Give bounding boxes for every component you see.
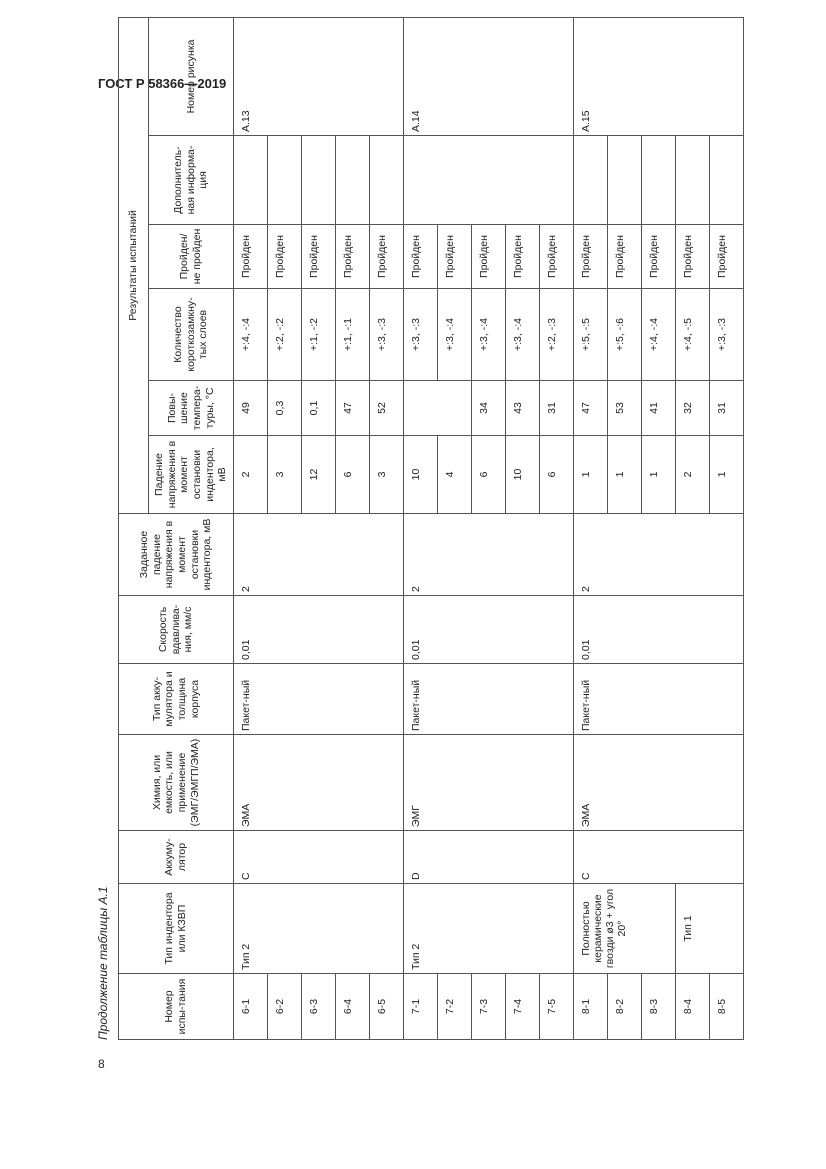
cell-passed: Пройден: [404, 225, 438, 289]
cell-short-layers: +:4, -:4: [642, 289, 676, 381]
cell-temperature-rise: 53: [608, 381, 642, 436]
cell-battery: C: [574, 831, 744, 884]
cell-test-number: 7-1: [404, 974, 438, 1040]
cell-test-number: 7-3: [472, 974, 506, 1040]
col-header-set-voltage-drop: Заданное падение напряжения в момент остановки индентора, мВ: [119, 514, 234, 596]
cell-test-number: 8-3: [642, 974, 676, 1040]
table-row: [574, 17, 608, 1039]
cell-chemistry: ЭМА: [234, 735, 404, 831]
cell-test-number: 6-3: [302, 974, 336, 1040]
col-header-temperature-rise: Повы-шение темпера-туры, °С: [149, 381, 234, 436]
col-header-voltage-drop: Падение напряжения в момент остановки индентора, мВ: [149, 436, 234, 514]
cell-battery-type: Пакет-ный: [574, 664, 744, 735]
table-caption: Продолжение таблицы А.1: [96, 886, 110, 1040]
cell-temperature-rise: 49: [234, 381, 268, 436]
cell-additional-info: [370, 136, 404, 225]
cell-short-layers: +:2, -:2: [268, 289, 302, 381]
cell-voltage-drop: 10: [506, 436, 540, 514]
cell-test-number: 6-1: [234, 974, 268, 1040]
cell-temperature-rise: 52: [370, 381, 404, 436]
col-header-chemistry: Химия, или емкость, или применение (ЭМГ/ЭМГП/ЭМА): [119, 735, 234, 831]
cell-temperature-rise: [404, 381, 472, 436]
col-header-speed: Скорость вдавлива-ния, мм/с: [119, 596, 234, 664]
cell-short-layers: +:3, -:4: [438, 289, 472, 381]
cell-additional-info: [642, 136, 676, 225]
col-header-additional-info: Дополнитель-ная информа-ция: [149, 136, 234, 225]
cell-test-number: 6-4: [336, 974, 370, 1040]
cell-temperature-rise: 32: [676, 381, 710, 436]
cell-voltage-drop: 2: [234, 436, 268, 514]
table-row: [234, 17, 268, 1039]
cell-temperature-rise: 0,3: [268, 381, 302, 436]
cell-speed: 0,01: [234, 596, 404, 664]
cell-additional-info: [302, 136, 336, 225]
cell-speed: 0,01: [574, 596, 744, 664]
results-table: [118, 17, 744, 1040]
cell-test-number: 8-1: [574, 974, 608, 1040]
cell-passed: Пройден: [472, 225, 506, 289]
col-header-short-layers: Количество короткозамкну-тых слоев: [149, 289, 234, 381]
cell-passed: Пройден: [710, 225, 744, 289]
cell-indentor: Тип 2: [404, 884, 574, 974]
cell-temperature-rise: 31: [540, 381, 574, 436]
cell-passed: Пройден: [642, 225, 676, 289]
cell-passed: Пройден: [370, 225, 404, 289]
cell-voltage-drop: 1: [642, 436, 676, 514]
cell-test-number: 6-5: [370, 974, 404, 1040]
col-header-test-results: Результаты испытаний: [119, 17, 149, 513]
cell-set-voltage-drop: 2: [574, 514, 744, 596]
cell-test-number: 8-5: [710, 974, 744, 1040]
cell-test-number: 8-2: [608, 974, 642, 1040]
page-number: 8: [98, 1057, 105, 1071]
table-row: [404, 17, 438, 1039]
cell-battery: C: [234, 831, 404, 884]
cell-set-voltage-drop: 2: [234, 514, 404, 596]
cell-voltage-drop: 1: [710, 436, 744, 514]
cell-voltage-drop: 6: [472, 436, 506, 514]
cell-test-number: 7-5: [540, 974, 574, 1040]
cell-passed: Пройден: [268, 225, 302, 289]
cell-temperature-rise: 41: [642, 381, 676, 436]
cell-battery-type: Пакет-ный: [234, 664, 404, 735]
cell-short-layers: +:4, -:5: [676, 289, 710, 381]
cell-passed: Пройден: [506, 225, 540, 289]
cell-voltage-drop: 1: [574, 436, 608, 514]
cell-short-layers: +:1, -:1: [336, 289, 370, 381]
cell-battery: D: [404, 831, 574, 884]
cell-short-layers: +:5, -:5: [574, 289, 608, 381]
cell-additional-info: [336, 136, 370, 225]
col-header-passed: Пройден/ не пройден: [149, 225, 234, 289]
cell-temperature-rise: 0,1: [302, 381, 336, 436]
cell-speed: 0,01: [404, 596, 574, 664]
cell-short-layers: +:3, -:4: [506, 289, 540, 381]
cell-additional-info: [268, 136, 302, 225]
cell-passed: Пройден: [574, 225, 608, 289]
cell-passed: Пройден: [302, 225, 336, 289]
cell-set-voltage-drop: 2: [404, 514, 574, 596]
cell-additional-info: [676, 136, 710, 225]
cell-voltage-drop: 3: [268, 436, 302, 514]
col-header-test-number: Номер испы-тания: [119, 974, 234, 1040]
col-header-battery-type: Тип акку-мулятора и толщина корпуса: [119, 664, 234, 735]
cell-figure-number: А.14: [404, 17, 574, 135]
cell-test-number: 8-4: [676, 974, 710, 1040]
cell-voltage-drop: 10: [404, 436, 438, 514]
cell-voltage-drop: 4: [438, 436, 472, 514]
cell-passed: Пройден: [234, 225, 268, 289]
cell-chemistry: ЭМГ: [404, 735, 574, 831]
cell-passed: Пройден: [676, 225, 710, 289]
cell-short-layers: +:3, -:3: [710, 289, 744, 381]
cell-passed: Пройден: [540, 225, 574, 289]
cell-battery-type: Пакет-ный: [404, 664, 574, 735]
cell-figure-number: А.15: [574, 17, 744, 135]
cell-temperature-rise: 43: [506, 381, 540, 436]
col-header-figure-number: Номер рисунка: [149, 17, 234, 135]
cell-voltage-drop: 3: [370, 436, 404, 514]
cell-short-layers: +:3, -:4: [472, 289, 506, 381]
cell-additional-info: [608, 136, 642, 225]
cell-voltage-drop: 2: [676, 436, 710, 514]
col-header-battery: Аккуму-лятор: [119, 831, 234, 884]
col-header-indentor: Тип индентора или КЗВП: [119, 884, 234, 974]
cell-test-number: 7-2: [438, 974, 472, 1040]
cell-voltage-drop: 6: [336, 436, 370, 514]
cell-additional-info: [574, 136, 608, 225]
cell-voltage-drop: 6: [540, 436, 574, 514]
cell-passed: Пройден: [438, 225, 472, 289]
cell-short-layers: +:2, -:3: [540, 289, 574, 381]
cell-short-layers: +:3, -:3: [370, 289, 404, 381]
cell-test-number: 6-2: [268, 974, 302, 1040]
cell-temperature-rise: 31: [710, 381, 744, 436]
document-code: ГОСТ Р 58366—2019: [98, 76, 227, 91]
cell-chemistry: ЭМА: [574, 735, 744, 831]
cell-passed: Пройден: [608, 225, 642, 289]
cell-figure-number: А.13: [234, 17, 404, 135]
cell-voltage-drop: 1: [608, 436, 642, 514]
cell-short-layers: +:3, -:3: [404, 289, 438, 381]
cell-test-number: 7-4: [506, 974, 540, 1040]
cell-additional-info: [404, 136, 574, 225]
cell-additional-info: [710, 136, 744, 225]
cell-temperature-rise: 47: [336, 381, 370, 436]
cell-additional-info: [234, 136, 268, 225]
cell-voltage-drop: 12: [302, 436, 336, 514]
cell-short-layers: +:4, -:4: [234, 289, 268, 381]
cell-temperature-rise: 47: [574, 381, 608, 436]
cell-indentor: Тип 2: [234, 884, 404, 974]
cell-short-layers: +:5, -:6: [608, 289, 642, 381]
cell-passed: Пройден: [336, 225, 370, 289]
cell-short-layers: +:1, -:2: [302, 289, 336, 381]
cell-temperature-rise: 34: [472, 381, 506, 436]
cell-indentor: Полностью керамические гвозди ø3 + угол 20°: [574, 884, 676, 974]
cell-indentor: Тип 1: [676, 884, 744, 974]
